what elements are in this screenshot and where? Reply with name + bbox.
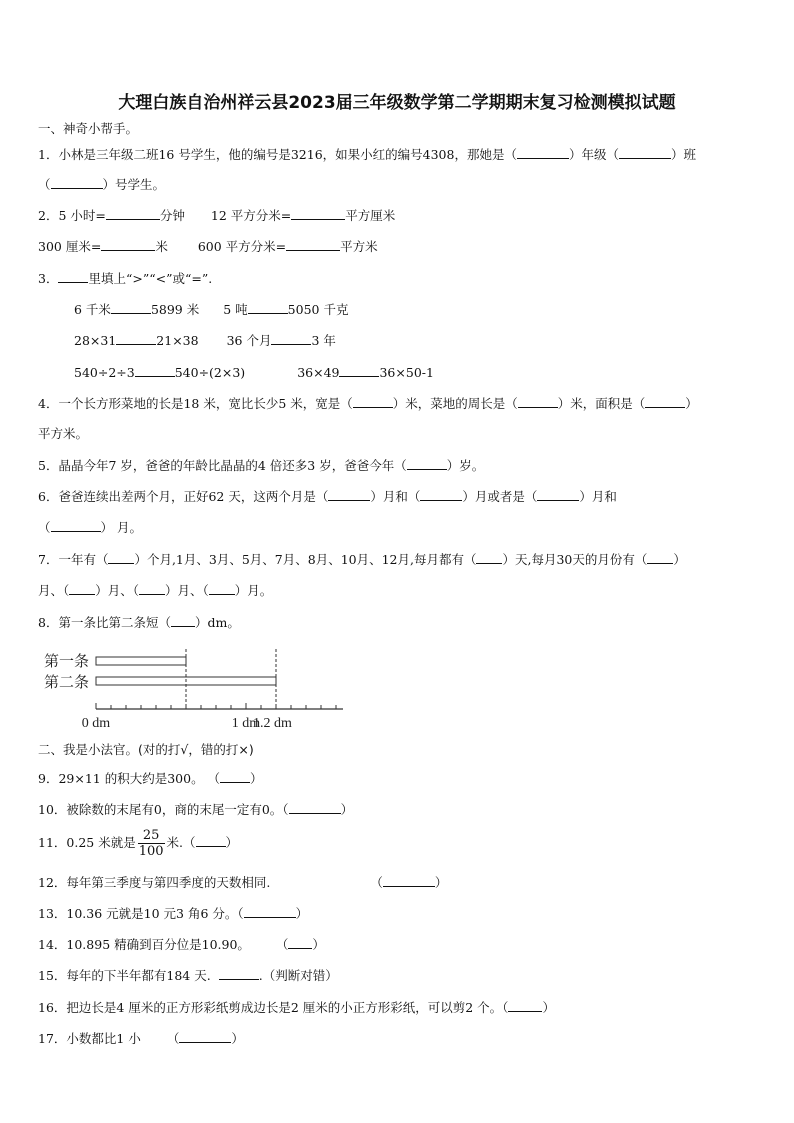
question-3: 3． 里填上“>”“<”或“=”. [38, 271, 213, 286]
ruler-figure [38, 645, 358, 737]
answer-blank[interactable] [339, 364, 379, 377]
bar-1-label: 第一条 [44, 654, 90, 670]
answer-blank[interactable] [353, 395, 393, 408]
answer-blank[interactable] [645, 395, 685, 408]
answer-blank[interactable] [220, 770, 250, 783]
question-17: 17．小数都比1 小 （ ） [38, 1031, 244, 1046]
answer-blank[interactable] [116, 332, 156, 345]
answer-blank[interactable] [271, 332, 311, 345]
fraction: $\frac{25}{100}$ [138, 828, 164, 859]
bar-1 [96, 657, 186, 665]
section-1-heading: 一、神奇小帮手。 [38, 121, 139, 136]
question-8: 8．第一条比第二条短（ ）dm。 [38, 615, 240, 630]
bar-2-label: 第二条 [44, 675, 90, 691]
answer-blank[interactable] [108, 551, 134, 564]
answer-blank[interactable] [135, 364, 175, 377]
question-9: 9．29×11 的积大约是300。 （ ） [38, 771, 263, 786]
page-title: 大理白族自治州祥云县2023届三年级数学第二学期期末复习检测模拟试题 [118, 93, 676, 113]
answer-blank[interactable] [420, 488, 462, 501]
answer-blank[interactable] [51, 519, 101, 532]
section-2-heading: 二、我是小法官。(对的打√，错的打×) [38, 742, 254, 757]
answer-blank[interactable] [508, 999, 542, 1012]
question-13: 13．10.36 元就是10 元3 角6 分。（ ） [38, 906, 309, 921]
answer-blank[interactable] [619, 146, 671, 159]
question-4: 4．一个长方形菜地的长是18 米，宽比长少5 米，宽是（ ）米，菜地的周长是（ ）米，面积是（ ） [38, 396, 698, 411]
question-7-cont: 月、（ ）月、（ ）月、（ ）月。 [38, 583, 273, 598]
question-12: 12．每年第三季度与第四季度的天数相同. （ ） [38, 875, 448, 890]
question-7: 7．一年有（ ）个月,1月、3月、5月、7月、8月、10月、12月,每月都有（ ）天,每月30天的月份有（ ） [38, 552, 686, 567]
answer-blank[interactable] [476, 551, 502, 564]
question-1-cont: （ ）号学生。 [38, 177, 166, 192]
question-3-row-3: 540÷2÷3 540÷(2×3) 36×49 36×50-1 [74, 365, 434, 380]
answer-blank[interactable] [291, 207, 345, 220]
tick-label-2: 1.2 dm [253, 716, 292, 731]
answer-blank[interactable] [219, 967, 259, 980]
answer-blank[interactable] [244, 905, 296, 918]
question-11: 11．0.25 米就是 $\frac{25}{100}$ 米.（ ） [38, 828, 239, 859]
question-6-cont: （ ） 月。 [38, 520, 142, 535]
answer-blank[interactable] [248, 301, 288, 314]
answer-blank[interactable] [288, 936, 312, 949]
question-2-cont: 300 厘米= 米 600 平方分米= 平方米 [38, 239, 378, 254]
question-4-cont: 平方米。 [38, 426, 89, 441]
answer-blank[interactable] [69, 582, 95, 595]
question-6: 6．爸爸连续出差两个月，正好62 天，这两个月是（ ）月和（ ）月或者是（ ）月和 [38, 489, 617, 504]
answer-blank[interactable] [537, 488, 579, 501]
tick-label-0: 0 dm [81, 716, 111, 731]
answer-blank[interactable] [289, 801, 341, 814]
question-16: 16．把边长是4 厘米的正方形彩纸剪成边长是2 厘米的小正方形彩纸，可以剪2 个。（ ） [38, 1000, 555, 1015]
question-2: 2．5 小时= 分钟 12 平方分米= 平方厘米 [38, 208, 396, 223]
answer-blank[interactable] [518, 395, 558, 408]
question-5: 5．晶晶今年7 岁，爸爸的年龄比晶晶的4 倍还多3 岁，爸爸今年（ ）岁。 [38, 458, 485, 473]
question-14: 14．10.895 精确到百分位是10.90。 （ ） [38, 937, 325, 952]
answer-blank[interactable] [286, 238, 340, 251]
answer-blank[interactable] [647, 551, 673, 564]
question-1: 1．小林是三年级二班16 号学生，他的编号是3216，如果小红的编号4308，那她是（ ）年级（ ）班 [38, 147, 696, 162]
answer-blank[interactable] [171, 614, 195, 627]
question-3-row-2: 28×31 21×38 36 个月 3 年 [74, 333, 336, 348]
answer-blank[interactable] [58, 270, 88, 283]
answer-blank[interactable] [101, 238, 155, 251]
answer-blank[interactable] [383, 874, 435, 887]
question-15: 15．每年的下半年都有184 天. .（判断对错） [38, 968, 338, 983]
answer-blank[interactable] [139, 582, 165, 595]
answer-blank[interactable] [517, 146, 569, 159]
question-3-row-1: 6 千米 5899 米 5 吨 5050 千克 [74, 302, 349, 317]
tick-label-1: 1 dm [231, 716, 261, 731]
answer-blank[interactable] [209, 582, 235, 595]
answer-blank[interactable] [328, 488, 370, 501]
answer-blank[interactable] [51, 176, 103, 189]
answer-blank[interactable] [106, 207, 160, 220]
answer-blank[interactable] [111, 301, 151, 314]
answer-blank[interactable] [407, 457, 447, 470]
answer-blank[interactable] [179, 1030, 231, 1043]
ruler-ticks [96, 703, 336, 709]
answer-blank[interactable] [196, 834, 226, 847]
question-10: 10．被除数的末尾有0，商的末尾一定有0。（ ） [38, 802, 354, 817]
